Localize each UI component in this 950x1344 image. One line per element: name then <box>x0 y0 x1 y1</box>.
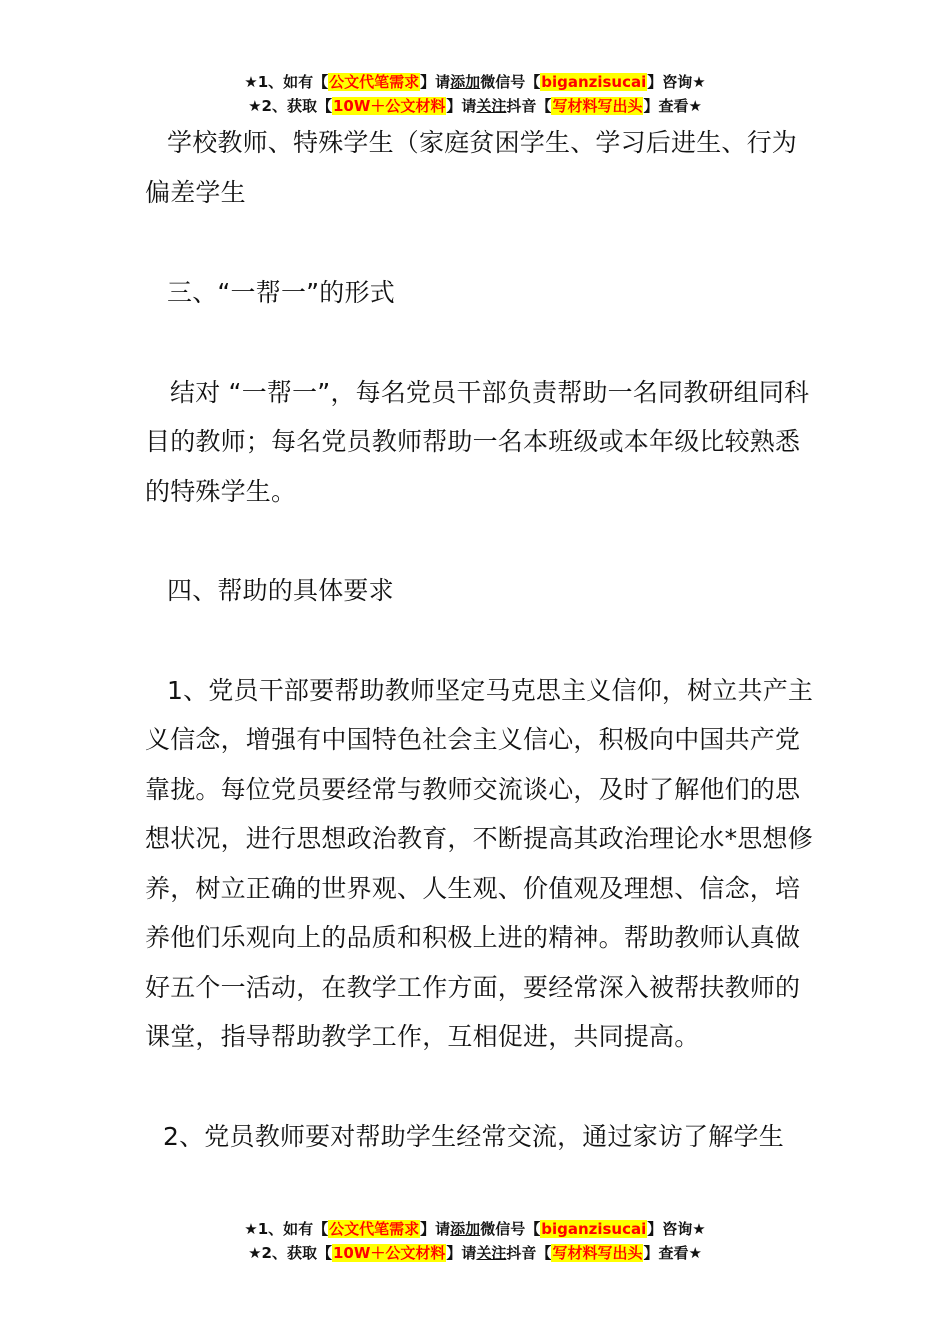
banner-text: 微信号【 <box>480 73 541 91</box>
banner-highlight: 10W＋公文材料 <box>332 97 446 115</box>
star-icon: ★ <box>244 73 258 91</box>
banner-highlight: biganzisucai <box>541 1220 647 1238</box>
banner-line-2 <box>0 94 950 118</box>
banner-highlight: 公文代笔需求 <box>329 73 420 91</box>
banner-text: 】查看 <box>643 1244 689 1262</box>
star-icon: ★ <box>244 1220 258 1238</box>
header-banner <box>0 70 950 118</box>
paragraph-targets: 学校教师、特殊学生（家庭贫困学生、学习后进生、行为偏差学生 <box>145 128 798 207</box>
banner-highlight: 写材料写出头 <box>552 97 643 115</box>
paragraph-requirement-1: 1、党员干部要帮助教师坚定马克思主义信仰，树立共产主义信念，增强有中国特色社会主义信心，积极向中国共产党靠拢。每位党员要经常与教师交流谈心，及时了解他们的思想状况，进行思想政治教育，不断提高其政治理论水*思想修养，树立正确的世界观、人生观、价值观及理想、信念，培养他们乐观向上的品质和积极上进的精神。帮助教师认真做好五个一活动，在教学工作方面，要经常深入被帮扶教师的课堂，指导帮助教学工作，互相促进，共同提高。 <box>145 675 814 1051</box>
banner-underlined: 关注 <box>476 1244 507 1262</box>
banner-highlight: 公文代笔需求 <box>329 1220 420 1238</box>
banner-text: 】查看 <box>643 97 689 115</box>
star-icon: ★ <box>692 73 706 91</box>
paragraph-form: 结对 “一帮一”，每名党员干部负责帮助一名同教研组同科目的教师；每名党员教师帮助一名本班级或本年级比较熟悉的特殊学生。 <box>145 377 810 506</box>
banner-text: 抖音【 <box>506 1244 552 1262</box>
banner-text: 1、如有【 <box>257 1220 329 1238</box>
banner-underlined: 添加 <box>450 1220 481 1238</box>
document-body <box>145 118 820 1161</box>
paragraph-requirement-2: 2、党员教师要对帮助学生经常交流，通过家访了解学生 <box>163 1121 784 1151</box>
star-icon: ★ <box>248 1244 262 1262</box>
star-icon: ★ <box>248 97 262 115</box>
star-icon: ★ <box>692 1220 706 1238</box>
banner-text: 】咨询 <box>647 1220 693 1238</box>
banner-text: 微信号【 <box>480 1220 541 1238</box>
banner-text: 2、获取【 <box>261 1244 332 1262</box>
banner-text: 2、获取【 <box>261 97 332 115</box>
star-icon: ★ <box>688 1244 702 1262</box>
banner-line-2 <box>0 1241 950 1265</box>
banner-line-1 <box>0 1217 950 1241</box>
banner-highlight: biganzisucai <box>541 73 647 91</box>
section-heading-requirements: 四、帮助的具体要求 <box>167 576 394 605</box>
banner-text: 】咨询 <box>647 73 693 91</box>
banner-text: 】请 <box>420 1220 451 1238</box>
banner-line-1 <box>0 70 950 94</box>
banner-text: 】请 <box>446 97 477 115</box>
banner-text: 】请 <box>446 1244 477 1262</box>
section-heading-form: 三、“一帮一”的形式 <box>167 278 395 307</box>
banner-highlight: 10W＋公文材料 <box>332 1244 446 1262</box>
banner-text: 1、如有【 <box>257 73 329 91</box>
banner-text: 抖音【 <box>506 97 552 115</box>
banner-text: 】请 <box>420 73 451 91</box>
footer-banner <box>0 1217 950 1265</box>
banner-highlight: 写材料写出头 <box>552 1244 643 1262</box>
star-icon: ★ <box>688 97 702 115</box>
banner-underlined: 添加 <box>450 73 481 91</box>
banner-underlined: 关注 <box>476 97 507 115</box>
